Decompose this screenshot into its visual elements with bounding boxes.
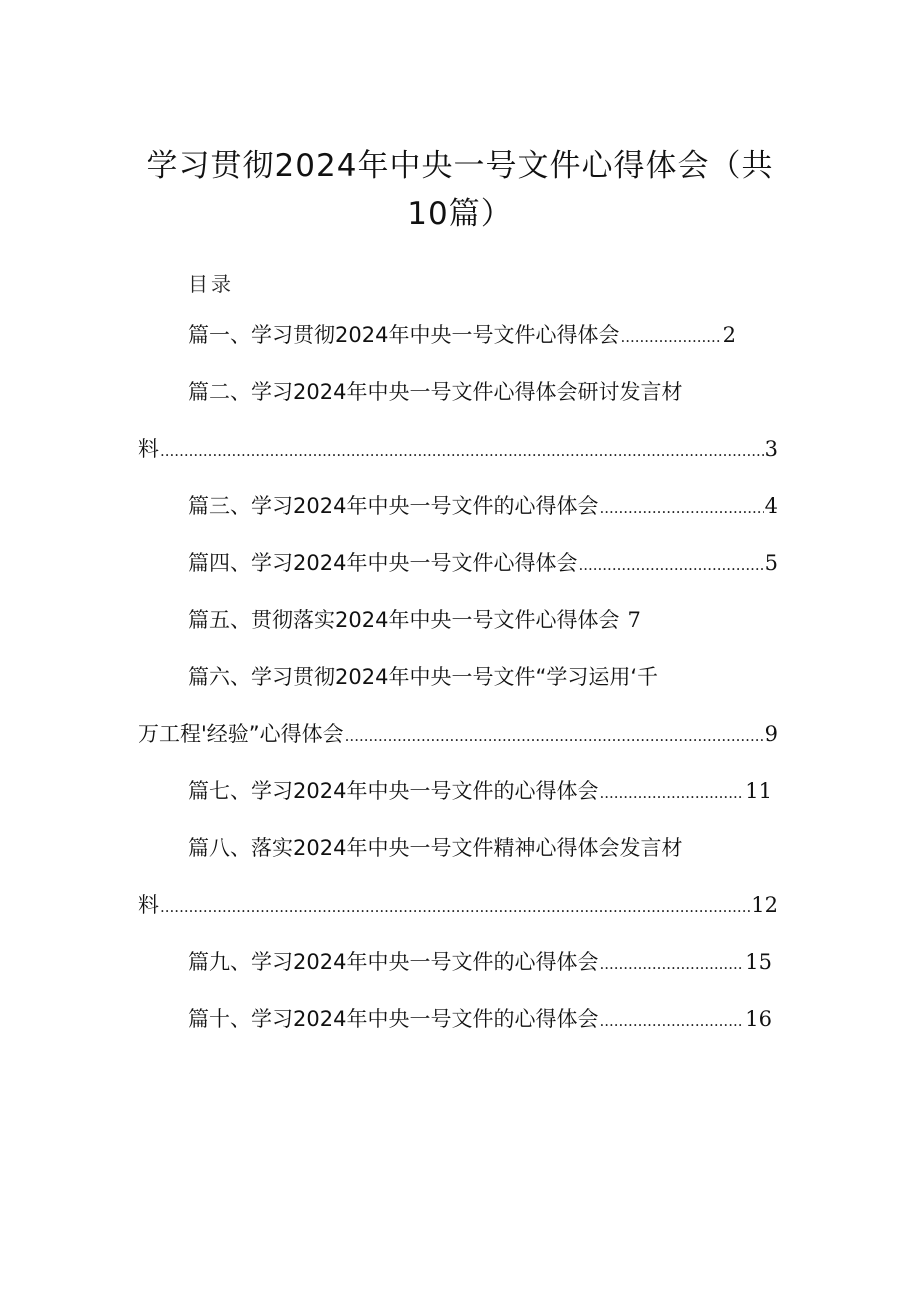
toc-leader-dots	[599, 1006, 744, 1036]
toc-leader-dots	[599, 778, 744, 808]
toc-entry-4[interactable]	[188, 548, 778, 578]
toc-entry-title: 篇二、学习2024年中央一号文件心得体会研讨发言材	[188, 380, 683, 404]
toc-entry-page: 2	[722, 323, 736, 347]
toc-entry-title: 篇六、学习贯彻2024年中央一号文件“学习运用‘千	[188, 665, 658, 689]
toc-entry-6[interactable]	[188, 662, 658, 692]
document-title-line-2: 10篇）	[407, 196, 513, 232]
toc-entry-9[interactable]	[188, 947, 772, 977]
toc-entry-title: 篇九、学习2024年中央一号文件的心得体会	[188, 950, 599, 974]
toc-entry-7[interactable]	[188, 776, 772, 806]
toc-entry-page: 5	[764, 551, 778, 575]
document-title-line-1: 学习贯彻2024年中央一号文件心得体会（共	[146, 148, 774, 184]
toc-leader-dots	[160, 436, 764, 466]
toc-leader-dots	[620, 322, 721, 352]
toc-entry-title: 篇三、学习2024年中央一号文件的心得体会	[188, 494, 599, 518]
toc-entry-title-continued: 料	[138, 437, 159, 461]
toc-entry-title: 篇五、贯彻落实2024年中央一号文件心得体会	[188, 608, 620, 632]
toc-entry-page: 12	[751, 893, 778, 917]
toc-entry-title: 篇一、学习贯彻2024年中央一号文件心得体会	[188, 323, 620, 347]
toc-entry-2[interactable]	[188, 377, 682, 407]
toc-leader-dots	[599, 493, 763, 523]
toc-entry-title-continued: 料	[138, 893, 159, 917]
toc-entry-6-continued[interactable]	[138, 719, 778, 749]
toc-entry-page: 3	[764, 437, 778, 461]
toc-entry-page: 9	[764, 722, 778, 746]
toc-entry-8-continued[interactable]	[138, 890, 778, 920]
toc-entry-1[interactable]	[188, 320, 736, 350]
toc-leader-dots	[599, 949, 744, 979]
toc-entry-title: 篇七、学习2024年中央一号文件的心得体会	[188, 779, 599, 803]
toc-entry-2-continued[interactable]	[138, 434, 778, 464]
toc-entry-title-continued: 万工程'经验”心得体会	[138, 722, 344, 746]
toc-entry-5[interactable]	[188, 605, 641, 635]
toc-entry-title: 篇四、学习2024年中央一号文件心得体会	[188, 551, 578, 575]
toc-leader-dots	[578, 550, 763, 580]
toc-entry-8[interactable]	[188, 833, 682, 863]
toc-leader-dots	[160, 892, 750, 922]
toc-entry-page: 11	[745, 779, 772, 803]
toc-entry-page: 16	[745, 1007, 772, 1031]
toc-leader-dots	[345, 721, 764, 751]
toc-entry-title: 篇八、落实2024年中央一号文件精神心得体会发言材	[188, 836, 683, 860]
toc-entry-page: 15	[745, 950, 772, 974]
toc-entry-title: 篇十、学习2024年中央一号文件的心得体会	[188, 1007, 599, 1031]
toc-heading: 目录	[188, 272, 234, 296]
toc-entry-page: 7	[627, 608, 641, 632]
toc-entry-page: 4	[764, 494, 778, 518]
toc-entry-10[interactable]	[188, 1004, 772, 1034]
toc-entry-3[interactable]	[188, 491, 778, 521]
